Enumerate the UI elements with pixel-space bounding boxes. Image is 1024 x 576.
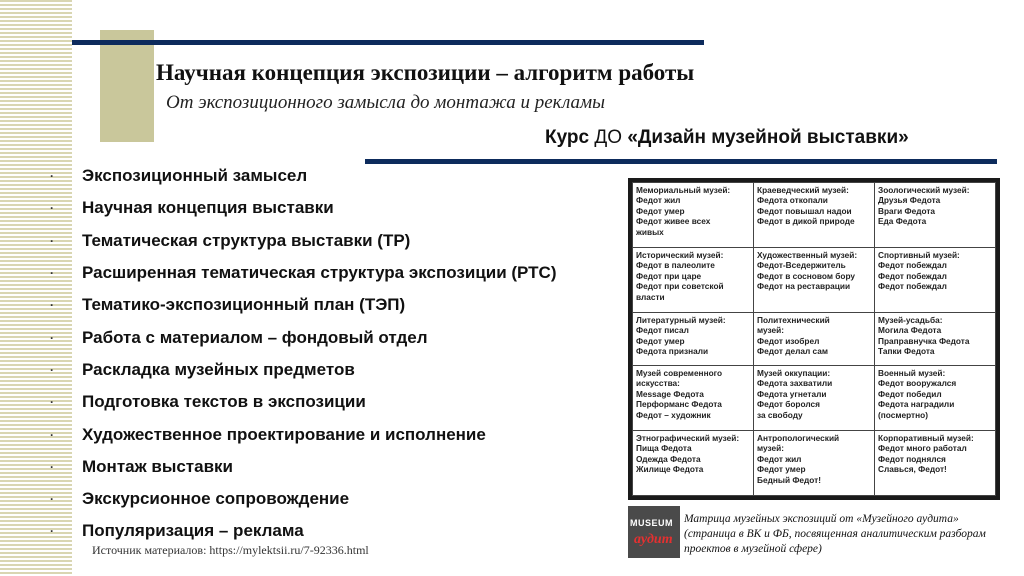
course-do: ДО xyxy=(594,127,623,148)
matrix-cell-line: Музей современного xyxy=(636,368,723,379)
bullet-icon: · xyxy=(50,330,54,345)
matrix-cell-line: Мемориальный музей: xyxy=(636,185,731,195)
step-item xyxy=(50,386,557,418)
matrix-cell xyxy=(875,247,996,312)
matrix-cell-line: Федот умер xyxy=(636,335,685,346)
matrix-cell-line: Друзья Федота xyxy=(878,195,941,206)
matrix-row xyxy=(633,366,996,431)
matrix-cell-line: Федота наградили xyxy=(878,399,955,410)
matrix-cell-line: Федот живее всех xyxy=(636,216,711,227)
matrix-cell xyxy=(633,247,754,312)
matrix-cell-line: Федот повышал надои xyxy=(757,205,852,216)
matrix-cell-line: Федот при советской xyxy=(636,281,724,292)
top-divider-bar xyxy=(72,40,704,45)
matrix-cell-line: Федот побеждал xyxy=(878,281,947,292)
course-label xyxy=(545,127,909,149)
source-note: Источник материалов: https://mylektsii.ru/7-92336.html xyxy=(92,543,369,557)
matrix-cell-line: Музей оккупации: xyxy=(757,368,831,379)
slide-title: Научная концепция экспозиции – алгоритм работы xyxy=(156,60,695,85)
step-label: Раскладка музейных предметов xyxy=(82,359,355,379)
step-label: Тематическая структура выставки (ТР) xyxy=(82,230,411,250)
matrix-cell xyxy=(754,247,875,312)
bullet-icon: · xyxy=(50,395,54,410)
matrix-cell xyxy=(633,183,754,248)
logo-text-top: MUSEUM xyxy=(630,518,673,528)
matrix-cell-line: Перформанс Федота xyxy=(636,399,722,410)
bullet-icon: · xyxy=(50,459,54,474)
matrix-cell-line: (посмертно) xyxy=(878,409,928,420)
matrix-cell-line: Славься, Федот! xyxy=(878,464,947,475)
museum-matrix-table xyxy=(632,182,996,496)
museum-audit-logo xyxy=(628,506,680,558)
bullet-icon: · xyxy=(50,169,54,184)
matrix-cell-line: искусства: xyxy=(636,378,680,389)
matrix-row xyxy=(633,431,996,496)
matrix-cell-line: Политехнический xyxy=(757,314,830,325)
bullet-icon: · xyxy=(50,362,54,377)
matrix-cell-line: Федот – художник xyxy=(636,409,711,420)
bullet-icon: · xyxy=(50,524,54,539)
matrix-cell-line: Федота угнетали xyxy=(757,388,827,399)
step-item xyxy=(50,418,557,450)
matrix-cell xyxy=(875,366,996,431)
matrix-cell-line: Федота откопали xyxy=(757,195,828,206)
decorative-khaki-block xyxy=(100,30,154,142)
step-label: Монтаж выставки xyxy=(82,456,233,476)
step-item xyxy=(50,160,557,192)
matrix-cell xyxy=(633,366,754,431)
matrix-cell xyxy=(754,183,875,248)
matrix-row xyxy=(633,312,996,365)
step-label: Научная концепция выставки xyxy=(82,198,334,218)
matrix-cell-line: Федот при царе xyxy=(636,270,702,281)
step-label: Работа с материалом – фондовый отдел xyxy=(82,327,428,347)
matrix-cell-line: Федот изобрел xyxy=(757,335,820,346)
step-item xyxy=(50,289,557,321)
matrix-cell-line: Федот в сосновом бору xyxy=(757,270,856,281)
bullet-icon: · xyxy=(50,233,54,248)
bullet-icon: · xyxy=(50,201,54,216)
matrix-cell-line: Федот в дикой природе xyxy=(757,216,855,227)
matrix-cell-line: власти xyxy=(636,291,665,302)
matrix-cell-line: Федот победил xyxy=(878,388,942,399)
course-name: Дизайн музейной выставки xyxy=(637,127,899,148)
matrix-cell-line: Message Федота xyxy=(636,388,704,399)
step-label: Экскурсионное сопровождение xyxy=(82,489,350,509)
step-label: Популяризация – реклама xyxy=(82,521,304,541)
matrix-cell-line: музей: xyxy=(757,443,785,454)
matrix-cell xyxy=(633,312,754,365)
course-quote-close: » xyxy=(898,127,909,148)
step-item xyxy=(50,321,557,353)
matrix-cell-line: Одежда Федота xyxy=(636,453,701,464)
matrix-cell-line: Бедный Федот! xyxy=(757,474,821,485)
matrix-cell-line: Федот в палеолите xyxy=(636,260,715,271)
matrix-cell-line: Федот жил xyxy=(757,453,802,464)
step-item xyxy=(50,192,557,224)
matrix-cell-line: Художественный музей: xyxy=(757,249,858,260)
step-label: Подготовка текстов в экспозиции xyxy=(82,392,366,412)
matrix-cell-line: Федот-Вседержитель xyxy=(757,260,846,271)
matrix-cell-line: Корпоративный музей: xyxy=(878,433,974,444)
bullet-icon: · xyxy=(50,298,54,313)
matrix-cell xyxy=(754,366,875,431)
step-item xyxy=(50,354,557,386)
matrix-cell-line: Жилище Федота xyxy=(636,464,704,475)
matrix-cell-line: за свободу xyxy=(757,409,803,420)
step-label: Расширенная тематическая структура экспозиции (РТС) xyxy=(82,263,557,283)
matrix-cell-line: Федот побеждал xyxy=(878,270,947,281)
matrix-row xyxy=(633,247,996,312)
bullet-icon: · xyxy=(50,427,54,442)
matrix-cell-line: Исторический музей: xyxy=(636,249,724,260)
matrix-row xyxy=(633,183,996,248)
course-prefix: Курс xyxy=(545,127,590,148)
matrix-cell-line: Федота признали xyxy=(636,346,709,357)
step-item xyxy=(50,483,557,515)
matrix-cell-line: Федот вооружался xyxy=(878,378,957,389)
matrix-cell-line: Военный музей: xyxy=(878,368,946,379)
matrix-cell-line: музей: xyxy=(757,325,785,336)
matrix-cell-line: Тапки Федота xyxy=(878,346,935,357)
logo-text-bottom: аудит xyxy=(634,532,673,547)
museum-matrix-image xyxy=(628,178,1000,500)
step-item xyxy=(50,225,557,257)
matrix-cell-line: Федот на реставрации xyxy=(757,281,851,292)
matrix-cell xyxy=(875,183,996,248)
bullet-icon: · xyxy=(50,492,54,507)
steps-list xyxy=(50,160,557,548)
matrix-cell-line: Федот умер xyxy=(636,205,685,216)
matrix-cell-line: Федот жил xyxy=(636,195,681,206)
matrix-cell-line: Могила Федота xyxy=(878,325,942,336)
step-item xyxy=(50,257,557,289)
slide-subtitle: От экспозиционного замысла до монтажа и рекламы xyxy=(166,92,605,113)
matrix-cell-line: Пища Федота xyxy=(636,443,692,454)
matrix-cell-line: Еда Федота xyxy=(878,216,927,227)
matrix-cell-line: живых xyxy=(636,226,664,237)
matrix-cell-line: Федот писал xyxy=(636,325,689,336)
matrix-cell-line: Федот боролся xyxy=(757,399,820,410)
matrix-caption: Матрица музейных экспозиций от «Музейного аудита» (страница в ВК и ФБ, посвященная аналитическим разборам проектов в музейной сфере) xyxy=(684,513,986,555)
matrix-cell-line: Музей-усадьба: xyxy=(878,314,943,325)
matrix-cell xyxy=(633,431,754,496)
matrix-cell-line: Спортивный музей: xyxy=(878,249,960,260)
matrix-cell-line: Литературный музей: xyxy=(636,314,726,325)
matrix-cell xyxy=(875,312,996,365)
matrix-cell-line: Федот поднялся xyxy=(878,453,946,464)
step-item xyxy=(50,451,557,483)
step-label: Экспозиционный замысел xyxy=(82,166,308,186)
matrix-cell-line: Враги Федота xyxy=(878,205,936,216)
matrix-cell-line: Этнографический музей: xyxy=(636,433,740,444)
matrix-cell-line: Федот побеждал xyxy=(878,260,947,271)
course-quote-open: « xyxy=(627,127,638,148)
bullet-icon: · xyxy=(50,266,54,281)
matrix-cell-line: Федота захватили xyxy=(757,378,833,389)
matrix-cell-line: Федот умер xyxy=(757,464,806,475)
step-label: Тематико-экспозиционный план (ТЭП) xyxy=(82,295,406,315)
step-label: Художественное проектирование и исполнение xyxy=(82,424,486,444)
matrix-cell-line: Праправнучка Федота xyxy=(878,335,970,346)
matrix-cell-line: Краеведческий музей: xyxy=(757,185,849,195)
matrix-cell-line: Федот делал сам xyxy=(757,346,829,357)
matrix-cell xyxy=(875,431,996,496)
matrix-cell xyxy=(754,312,875,365)
matrix-cell-line: Антропологический xyxy=(757,433,840,444)
matrix-cell-line: Зоологический музей: xyxy=(878,185,970,195)
matrix-cell-line: Федот много работал xyxy=(878,443,967,454)
matrix-cell xyxy=(754,431,875,496)
